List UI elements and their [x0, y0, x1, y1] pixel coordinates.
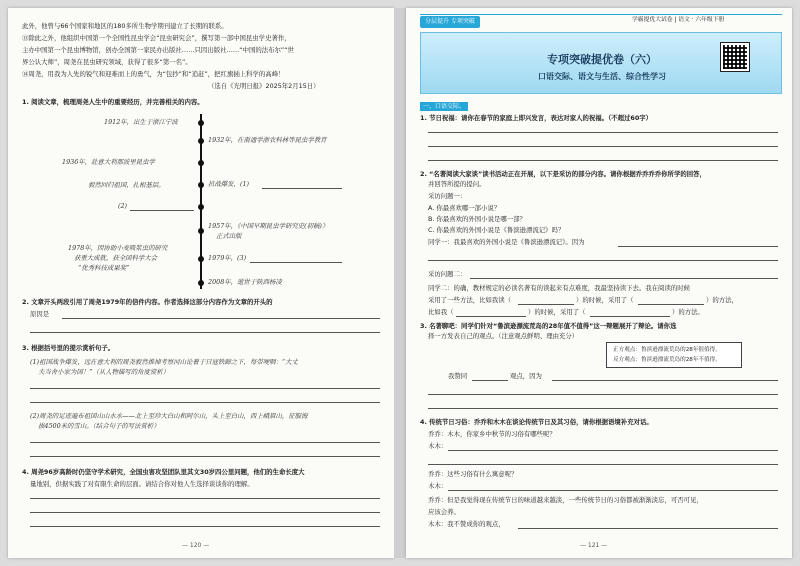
answer-line[interactable]: [30, 456, 380, 457]
timeline-event: 毅然回归祖国，扎根基层。: [88, 181, 165, 189]
dialogue-line: 应该会养。: [428, 508, 460, 516]
answer-line[interactable]: [552, 380, 778, 381]
page-subtitle: 口语交际、语文与生活、综合性学习: [538, 72, 666, 81]
title-banner: [420, 32, 782, 94]
answer-line[interactable]: [30, 512, 380, 513]
question-3: 3. 名著聊吧：同学们针对“鲁滨逊漂流荒岛的28年值不值得”这一辩题展开了辩论。请你选: [420, 322, 677, 330]
question-3: 3. 根据括号里的提示赏析句子。: [22, 344, 115, 352]
question-2: 2. “名著阅读大家谈”读书活动正在开展，以下是采访的部分内容。请你根据乔乔乔乔你所学的回答，: [420, 170, 706, 178]
answer-line[interactable]: [448, 450, 778, 451]
answer-line[interactable]: [30, 332, 380, 333]
answer-2a: 同学二：的确，教材规定的必读名著有的读起来有点难度，我最坚持读下去。我在阅读的时候: [428, 284, 691, 292]
answer-2d: ）的方法，: [706, 296, 738, 304]
blank[interactable]: [590, 316, 670, 317]
timeline-dot: [198, 204, 204, 210]
sentence-2: (2)周尧的足迹遍布祖国山山水水——北上至珍大白山和阿尔山，头上至白山，西上峨眉山，征服海: [30, 412, 308, 420]
answer-line[interactable]: [428, 394, 778, 395]
timeline-event: 抗战爆发，(1): [208, 180, 250, 188]
dialogue-line: 木木：我不赞成你的观点，: [428, 520, 505, 528]
book-spine: [394, 8, 406, 558]
answer-2c: ）的时候，采用了（: [576, 296, 634, 304]
timeline-event: 1936年，赴意大利那波里昆虫学: [62, 158, 155, 166]
question-1: 1. 阅读文章，梳理周尧人生中的重要经历，并完善相关的内容。: [22, 98, 204, 106]
dialogue-line: 乔乔：但是我觉得现在传统节日的味道越来越淡，一些传统节日的习俗都被渐渐淡忘，可否可见，: [428, 496, 703, 504]
sentence-2b: 拔4500米的雪山。（结合句子的写法赏析）: [38, 422, 160, 430]
timeline-dot: [198, 182, 204, 188]
answer-2f: ）的时候，采用了（: [528, 308, 586, 316]
timeline-event: 1979年，(3): [208, 254, 247, 262]
sentence-1b: 夫当舍小家为国！”（从人物描写的角度赏析）: [38, 368, 170, 376]
choice-label: 我赞同: [448, 372, 468, 380]
blank[interactable]: [456, 316, 526, 317]
timeline-event: 2008年，逝世于陕西杨凌: [208, 278, 282, 286]
timeline-dot: [198, 138, 204, 144]
blank[interactable]: [518, 304, 574, 305]
dialogue-line: 木木：: [428, 442, 448, 450]
page-number: — 121 —: [580, 542, 608, 549]
blank[interactable]: [472, 380, 508, 381]
question-3-line2: 择一方发表自己的观点。（注意观点鲜明、理由充分）: [428, 332, 579, 340]
answer-line[interactable]: [428, 408, 778, 409]
debate-positions-box: [606, 342, 742, 368]
answer-line[interactable]: [428, 160, 778, 161]
timeline-dot: [198, 120, 204, 126]
answer-line[interactable]: [30, 442, 380, 443]
answer-blank[interactable]: [262, 188, 342, 189]
section-heading: 一、口语交际。: [420, 102, 468, 111]
answer-line[interactable]: [618, 246, 778, 247]
intro-line: ⑬除此之外，他组织中国第一个全国性昆虫学会“昆虫研究会”，撰写第一部中国昆虫学史著作，: [22, 34, 291, 42]
intro-line: 界公认大师”，周尧在昆虫研究领域，获得了很多“第一名”。: [22, 58, 192, 66]
question-4-line2: 量地别，供据实践了对有限生命的层面。请结合你对他人生选择谈谈你的理解。: [30, 480, 254, 488]
question-1: 1. 节日祝福：请你在春节的家庭上即兴发言，表达对家人的祝福。（不超过60字）: [420, 114, 653, 122]
timeline-dot: [198, 228, 204, 234]
timeline-event: 获重大成就，获全国科学大会: [74, 254, 158, 262]
timeline-event: 1957年，《中国早期昆虫学研究史(初稿)》: [208, 222, 329, 230]
timeline-event: 1912年，出生于浙江宁波: [104, 118, 178, 126]
intro-line: 此外，他曾与66个国家和地区的180多所生物学期刊建立了长期的联系。: [22, 22, 228, 30]
answer-line[interactable]: [30, 498, 380, 499]
blank[interactable]: [638, 304, 704, 305]
answer-line[interactable]: [428, 464, 778, 465]
answer-2g: ）的方法。: [672, 308, 704, 316]
choice-label-2: 观点，因为: [510, 372, 542, 380]
interview-question-1: 采访问题一：: [428, 192, 467, 200]
answer-line[interactable]: [518, 528, 778, 529]
timeline-event: 1932年，在南通学浙农科林等昆虫学教育: [208, 136, 327, 144]
answer-line[interactable]: [30, 388, 380, 389]
answer-2b: 采用了一些方法，比如我读（: [428, 296, 512, 304]
dialogue-line: 乔乔：木木，你家乡中秋节的习俗有哪些呢？: [428, 430, 556, 438]
answer-blank[interactable]: [250, 262, 342, 263]
option-c: C. 你最喜欢的外国小说是《鲁滨逊漂流记》吗？: [428, 226, 565, 234]
intro-line: ⑭周尧，用我为人先的锐气和迎难而上的勇气，为“包抄”和“追赶”，把红旗插上科学的高峰！: [22, 70, 285, 78]
timeline-event: 正式出版: [216, 232, 242, 240]
qr-code-icon: [721, 43, 749, 71]
answer-line[interactable]: [30, 526, 380, 527]
interview-question-2: 采访问题二：: [428, 270, 467, 278]
sentence-1: (1)祖国战争爆发，远在意大利的周尧毅然推掉考察河山论着于日寇铁蹄之下，每带哽咽：“大丈: [30, 358, 298, 366]
question-2: 2. 文章开头两段引用了周尧1979年的信件内容。作者选择这部分内容作为文章的开头的: [22, 298, 273, 306]
answer-blank[interactable]: [130, 210, 194, 211]
timeline-event: 1978年，因协助小麦吸浆虫的研究: [68, 244, 168, 252]
page-title: 专项突破提优卷（六）: [547, 53, 657, 66]
answer-line[interactable]: [470, 278, 778, 279]
timeline-event: “优秀科技成果奖”: [78, 264, 130, 272]
answer-line[interactable]: [62, 318, 380, 319]
intro-line: 主办中国第一个昆虫博物馆，创办全国第一家民办出版社……只因出版社……“中国的法布尔”“世: [22, 46, 294, 54]
answer-line[interactable]: [428, 146, 778, 147]
question-2-line2: 原因是: [30, 310, 50, 318]
con-position: 反方观点：鲁滨逊漂流荒岛的28年不值得。: [613, 357, 721, 363]
question-4: 4. 传统节日习俗：乔乔和木木在谈论传统节日及其习俗，请你根据语境补充对话。: [420, 418, 653, 426]
dialogue-line: 乔乔：这些习俗有什么寓意呢？: [428, 470, 518, 478]
answer-line[interactable]: [428, 132, 778, 133]
timeline-dot: [198, 280, 204, 286]
timeline-dot: [198, 160, 204, 166]
right-page: [406, 8, 792, 558]
answer-1: 同学一：我最喜欢的外国小说是《鲁滨逊漂流记》。因为: [428, 238, 585, 246]
pro-position: 正方观点：鲁滨逊漂流荒岛的28年很值得。: [613, 347, 721, 353]
timeline-dot: [198, 256, 204, 262]
question-4: 4. 周尧96岁高龄时仍坚守学术研究，全国虫害攻坚团队里其文30岁四公里问题，他们的生命长度大: [22, 468, 305, 476]
header-series: 学霸提优大试卷 | 语文 · 六年级下册: [632, 17, 725, 23]
answer-line[interactable]: [448, 490, 778, 491]
left-page: [8, 8, 394, 558]
question-2-line2: 并回答所提的提问。: [428, 180, 486, 188]
header-badge: 分层提升 专项突破: [420, 16, 480, 28]
source-citation: （选自《光明日报》2025年2月15日）: [208, 82, 320, 90]
option-a: A. 你最喜欢哪一部小说？: [428, 204, 501, 212]
timeline-event: (2): [118, 202, 128, 210]
answer-line[interactable]: [30, 402, 380, 403]
option-b: B. 你最喜欢的外国小说是哪一部？: [428, 215, 526, 223]
answer-line[interactable]: [428, 260, 778, 261]
answer-2e: 比如我（: [428, 308, 454, 316]
header-rule: [420, 14, 782, 15]
page-number: — 120 —: [182, 542, 210, 549]
dialogue-line: 木木：: [428, 482, 448, 490]
